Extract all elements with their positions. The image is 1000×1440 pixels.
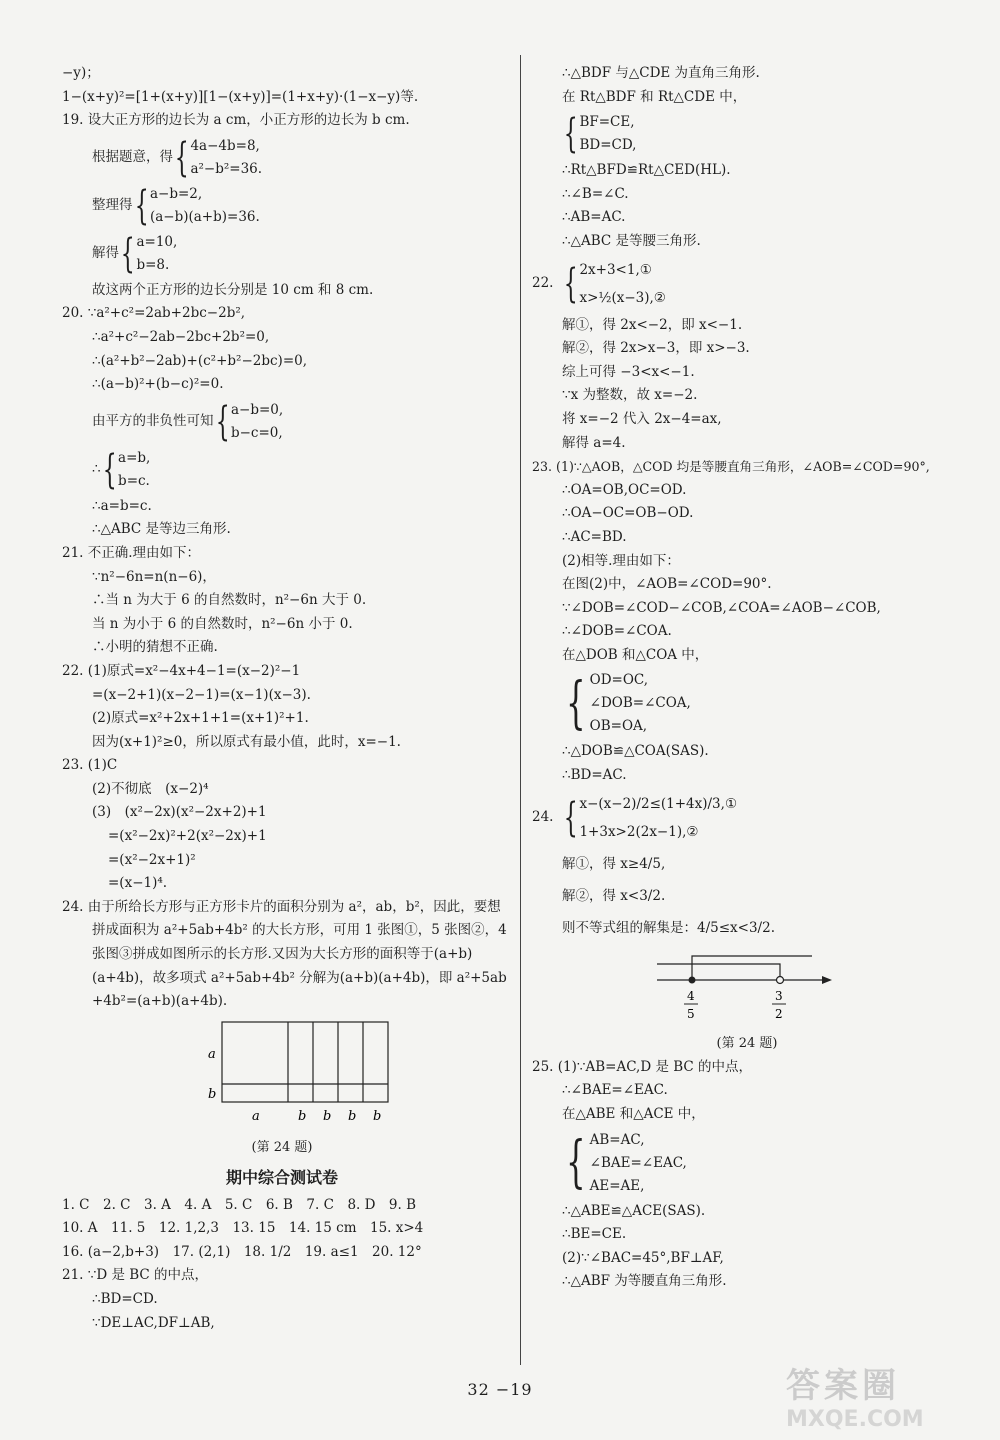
tick-label: 3	[775, 988, 783, 1003]
text-line: ∴∠B=∠C.	[562, 185, 629, 202]
left-column	[62, 62, 507, 1335]
brace-icon: {	[563, 794, 578, 841]
text-line: 解①，得 2x<−2，即 x<−1.	[562, 316, 743, 333]
text-line: ∴△DOB≌△COA(SAS).	[562, 743, 709, 760]
page-number: 32 −19	[467, 1380, 533, 1399]
text-line: 解②，得 x<3/2.	[562, 887, 666, 904]
equation-system	[62, 183, 502, 229]
text-line: ∴OA−OC=OB−OD.	[562, 505, 694, 522]
equation: 2x+3<1,①	[579, 261, 652, 278]
equation: AE=AE,	[589, 1177, 645, 1194]
text-line: ∴小明的猜想不正确.	[92, 639, 218, 656]
text-line: 23. (1)C	[62, 757, 118, 774]
tick-label: 2	[775, 1006, 783, 1021]
text-line: 23. (1)∵△AOB，△COD 均是等腰直角三角形，∠AOB=∠COD=90°,	[532, 459, 930, 475]
equation: b=c.	[118, 472, 150, 489]
right-column	[532, 62, 962, 1294]
text-line: 在图(2)中，∠AOB=∠COD=90°.	[562, 576, 772, 593]
text-line: 解得	[92, 244, 119, 261]
problem-number: 22.	[532, 274, 554, 291]
brace-icon: {	[215, 398, 230, 445]
arrow-icon	[822, 976, 832, 984]
text-line: 拼成面积为 a²+5ab+4b² 的大长方形，可用 1 张图①，5 张图②，4	[92, 922, 507, 939]
text-line: ∴BD=CD.	[92, 1290, 158, 1307]
text-line: 1−(x+y)²=[1+(x+y)][1−(x+y)]=(1+x+y)·(1−x−y)等.	[62, 88, 419, 105]
text-line: ∴(a²+b²−2ab)+(c²+b²−2bc)=0,	[92, 352, 308, 369]
equation: 4a−4b=8,	[190, 137, 260, 154]
brace-icon: {	[563, 260, 578, 307]
text-line: ∵DE⊥AC,DF⊥AB,	[92, 1314, 215, 1331]
figure-caption: (第 24 题)	[251, 1140, 313, 1156]
brace-icon: {	[563, 111, 578, 158]
text-line: 在△ABE 和△ACE 中，	[562, 1106, 705, 1123]
equation: x>½(x−3),②	[579, 289, 666, 306]
text-line: ∴AB=AC.	[562, 209, 626, 226]
figure-label: b	[373, 1108, 382, 1124]
text-line: 解①，得 x≥4/5,	[562, 855, 666, 872]
equation: x−(x−2)/2≤(1+4x)/3,①	[579, 795, 738, 812]
answer-line: 16. (a−2,b+3) 17. (2,1) 18. 1/2 19. a≤1 20. 12°	[62, 1243, 422, 1260]
watermark-text: 答案圈	[786, 1366, 900, 1406]
text-line: 24. 由于所给长方形与正方形卡片的面积分别为 a²，ab，b²，因此，要想	[62, 898, 501, 915]
text-line: −y)；	[62, 65, 100, 81]
column-divider	[520, 55, 521, 1365]
text-line: 21. ∵D 是 BC 的中点，	[62, 1267, 209, 1284]
text-line: =(x²−2x+1)²	[108, 851, 196, 868]
text-line: 在 Rt△BDF 和 Rt△CDE 中，	[562, 88, 747, 105]
figure-label: b	[323, 1108, 332, 1124]
equation: b−c=0,	[230, 424, 283, 441]
text-line: ∴BD=AC.	[562, 767, 627, 784]
text-line: 当 n 为小于 6 的自然数时，n²−6n 小于 0.	[92, 615, 353, 632]
equation: a=10,	[136, 233, 178, 250]
watermark-url: MXQE.COM	[786, 1407, 924, 1432]
text-line: ∴△ABF 为等腰直角三角形.	[562, 1273, 727, 1290]
text-line: ∴BE=CE.	[562, 1226, 627, 1243]
equation: a=b,	[118, 449, 151, 466]
solution-bracket	[657, 964, 780, 980]
equation: OB=OA,	[589, 718, 648, 735]
text-line: 22. (1)原式=x²−4x+4−1=(x−2)²−1	[62, 662, 301, 679]
text-line: 因为(x+1)²≥0，所以原式有最小值，此时，x=−1.	[92, 733, 401, 750]
text-line: (3) (x²−2x)(x²−2x+2)+1	[92, 804, 267, 821]
text-line: ∵x 为整数，故 x=−2.	[562, 387, 698, 404]
text-line: 20. ∵a²+c²=2ab+2bc−2b²,	[62, 305, 246, 322]
equation: ∠DOB=∠COA,	[589, 695, 691, 712]
text-line: ∴(a−b)²+(b−c)²=0.	[92, 376, 224, 393]
equation: (a−b)(a+b)=36.	[149, 208, 260, 225]
answer-line: 10. A 11. 5 12. 1,2,3 13. 15 14. 15 cm 15. x>4	[62, 1220, 424, 1237]
equation-system	[532, 669, 962, 738]
brace-icon: {	[120, 230, 135, 277]
figure-label: a	[252, 1108, 260, 1124]
text-line: +4b²=(a+b)(a+4b).	[92, 993, 228, 1010]
text-line: 则不等式组的解集是：4/5≤x<3/2.	[562, 919, 775, 936]
equation-system	[62, 231, 502, 277]
text-line: ∴AC=BD.	[562, 528, 627, 545]
text-line: ∴∠BAE=∠EAC.	[562, 1082, 668, 1099]
text-line: (2)∵∠BAC=45°,BF⊥AF,	[562, 1249, 724, 1266]
equation: OD=OC,	[589, 672, 649, 689]
inequality-system	[532, 256, 962, 312]
text-line: 解②，得 2x>x−3，即 x>−3.	[562, 340, 750, 357]
equation: a−b=0,	[230, 401, 284, 418]
brace-icon: {	[102, 446, 117, 493]
brace-icon: {	[566, 1130, 586, 1196]
text-line: 根据题意，得	[92, 148, 173, 165]
equation: a²−b²=36.	[190, 160, 263, 177]
equation: BF=CE,	[579, 114, 635, 131]
brace-icon: {	[174, 134, 189, 181]
text-line: =(x−1)⁴.	[108, 875, 168, 892]
equation: ∠BAE=∠EAC,	[589, 1154, 687, 1171]
text-line: 综上可得 −3<x<−1.	[562, 363, 695, 380]
text-line: =(x²−2x)²+2(x²−2x)+1	[108, 828, 267, 845]
text-line: ∵∠DOB=∠COD−∠COB,∠COA=∠AOB−∠COB,	[562, 599, 881, 616]
text-line: 整理得	[92, 196, 133, 213]
equation: BD=CD,	[579, 137, 637, 154]
equation-system	[532, 111, 962, 157]
tick-label: 4	[687, 988, 695, 1003]
closed-point	[689, 976, 696, 983]
text-line: ∴△BDF 与△CDE 为直角三角形.	[562, 65, 760, 81]
text-line: ∴a=b=c.	[92, 497, 152, 514]
equation: AB=AC,	[589, 1131, 645, 1148]
tick-label: 5	[687, 1006, 695, 1021]
text-line: 解得 a=4.	[562, 434, 626, 451]
equation: a−b=2,	[149, 185, 203, 202]
figure-label: b	[348, 1108, 357, 1124]
number-line-figure	[652, 952, 842, 1024]
text-line: ∴∠DOB=∠COA.	[562, 623, 672, 640]
text-line: 将 x=−2 代入 2x−4=ax,	[562, 410, 722, 427]
text-line: 21. 不正确.理由如下：	[62, 544, 201, 561]
figure-caption: (第 24 题)	[716, 1036, 778, 1052]
figure-label: a	[208, 1046, 216, 1062]
text-line: 19. 设大正方形的边长为 a cm，小正方形的边长为 b cm.	[62, 112, 410, 129]
text-line: (2)相等.理由如下：	[562, 552, 680, 569]
text-line: ∴a²+c²−2ab−2bc+2b²=0,	[92, 328, 270, 345]
text-line: 25. (1)∵AB=AC,D 是 BC 的中点，	[532, 1058, 753, 1075]
brace-icon: {	[134, 182, 149, 229]
text-line: ∴OA=OB,OC=OD.	[562, 481, 687, 498]
section-title: 期中综合测试卷	[225, 1168, 338, 1187]
inequality-system	[532, 790, 962, 846]
equation: 1+3x>2(2x−1),②	[579, 823, 699, 840]
text-line: ∴△ABE≌△ACE(SAS).	[562, 1202, 706, 1219]
rectangle-figure	[202, 1018, 392, 1128]
equation-system	[62, 399, 502, 445]
watermark-logo	[786, 1358, 986, 1432]
text-line: =(x−2+1)(x−2−1)=(x−1)(x−3).	[92, 686, 311, 703]
equation-system	[532, 1129, 962, 1198]
text-line: ∴当 n 为大于 6 的自然数时，n²−6n 大于 0.	[92, 592, 367, 609]
figure-label: b	[298, 1108, 307, 1124]
text-line: (2)不彻底 (x−2)⁴	[92, 780, 209, 797]
text-line: ∵n²−6n=n(n−6)，	[92, 568, 216, 585]
text-line: ∴Rt△BFD≌Rt△CED(HL).	[562, 162, 731, 179]
text-line: 在△DOB 和△COA 中，	[562, 646, 709, 663]
text-line: (2)原式=x²+2x+1+1=(x+1)²+1.	[92, 710, 309, 727]
text-line: ∴△ABC 是等腰三角形.	[562, 232, 701, 249]
text-line: ∴	[92, 460, 101, 477]
text-line: 故这两个正方形的边长分别是 10 cm 和 8 cm.	[92, 281, 374, 298]
equation-system	[62, 135, 502, 181]
text-line: 由平方的非负性可知	[92, 412, 214, 429]
text-line: (a+4b)，故多项式 a²+5ab+4b² 分解为(a+b)(a+4b)，即 a²+5ab	[92, 969, 507, 986]
solution-bracket	[692, 956, 812, 980]
answer-line: 1. C 2. C 3. A 4. A 5. C 6. B 7. C 8. D 9. B	[62, 1196, 417, 1213]
text-line: 张图③拼成如图所示的长方形.又因为大长方形的面积等于(a+b)	[92, 946, 473, 963]
brace-icon: {	[566, 670, 586, 736]
text-line: ∴△ABC 是等边三角形.	[92, 521, 231, 538]
problem-number: 24.	[532, 808, 554, 825]
open-point	[777, 976, 784, 983]
equation-system	[62, 447, 502, 493]
figure-label: b	[208, 1086, 217, 1102]
equation: b=8.	[136, 256, 170, 273]
